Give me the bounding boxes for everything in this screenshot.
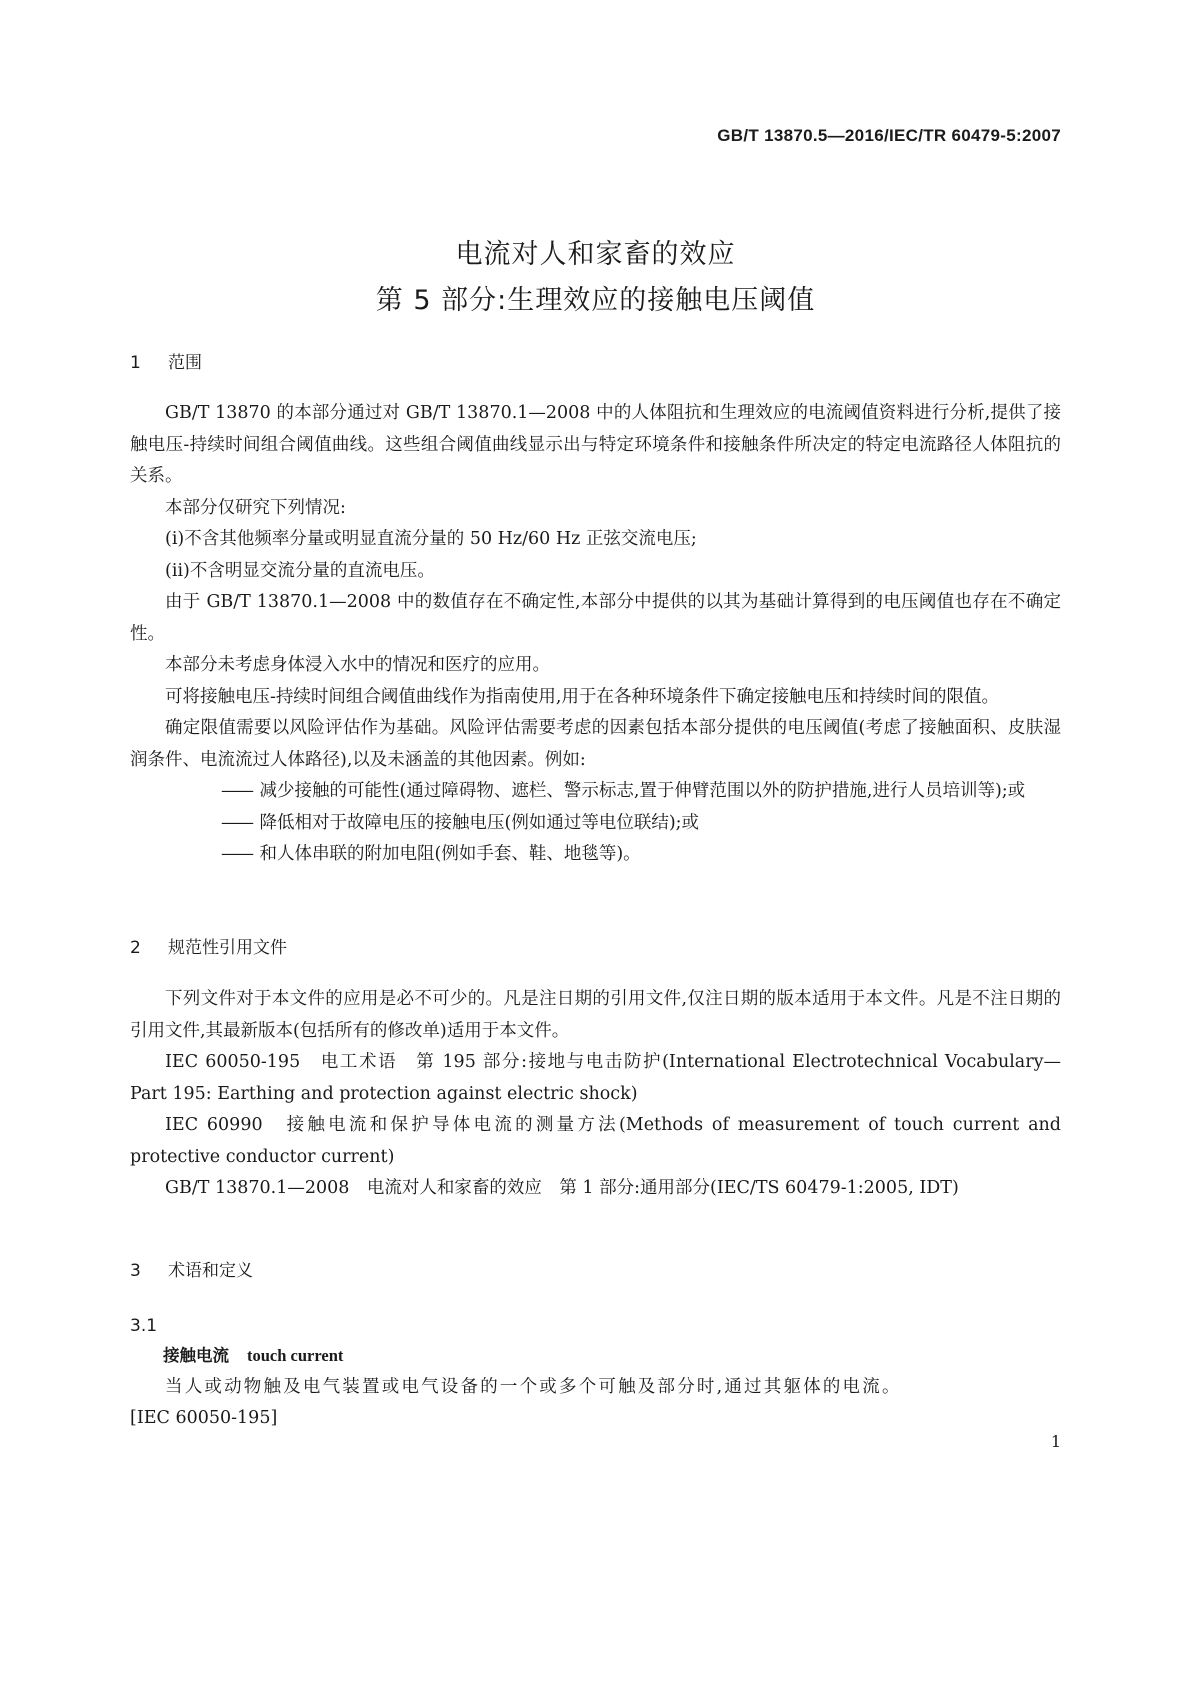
paragraph: 由于 GB/T 13870.1—2008 中的数值存在不确定性,本部分中提供的以其为基础计算得到的电压阈值也存在不确定性。 [130,592,1061,644]
reference-item: IEC 60050-195 电工术语 第 195 部分:接地与电击防护(International Electrotechnical Vocabulary—Part 195: Earthing and protection against electric shock) [130,1052,1061,1104]
section-3-title: 术语和定义 [168,1261,253,1281]
section-1-body [130,398,1061,871]
paragraph: 本部分未考虑身体浸入水中的情况和医疗的应用。 [165,655,550,675]
section-1-number: 1 [130,353,141,373]
paragraph: (ⅱ)不含明显交流分量的直流电压。 [165,560,435,581]
paragraph: 下列文件对于本文件的应用是必不可少的。凡是注日期的引用文件,仅注日期的版本适用于本文件。凡是不注日期的引用文件,其最新版本(包括所有的修改单)适用于本文件。 [130,989,1061,1041]
section-1-title: 范围 [168,353,202,373]
section-1-heading [130,348,202,373]
dash-mark: —— [221,844,252,864]
term-entry [130,1340,1061,1435]
term-name-zh: 接触电流 [163,1346,229,1365]
reference-item: GB/T 13870.1—2008 电流对人和家畜的效应 第 1 部分:通用部分(IEC/TS 60479-1:2005, IDT) [165,1178,959,1198]
list-item-text: 降低相对于故障电压的接触电压(例如通过等电位联结);或 [259,812,700,833]
reference-item: IEC 60990 接触电流和保护导体电流的测量方法(Methods of measurement of touch current and protective conductor current) [130,1115,1061,1167]
paragraph: 确定限值需要以风险评估作为基础。风险评估需要考虑的因素包括本部分提供的电压阈值(考虑了接触面积、皮肤湿润条件、电流流过人体路径),以及未涵盖的其他因素。例如: [130,718,1061,770]
list-item-text: 减少接触的可能性(通过障碍物、遮栏、警示标志,置于伸臂范围以外的防护措施,进行人员培训等);或 [259,781,1026,801]
section-2-title: 规范性引用文件 [168,938,287,958]
dash-mark: —— [221,812,252,833]
term-name [130,1340,1061,1372]
dash-mark: —— [221,781,252,801]
list-item [130,808,1061,840]
term-name-en: touch current [247,1346,344,1365]
term-definition: 当人或动物触及电气装置或电气设备的一个或多个可触及部分时,通过其躯体的电流。 [165,1376,902,1397]
paragraph: 可将接触电压-持续时间组合阈值曲线作为指南使用,用于在各种环境条件下确定接触电压和持续时间的限值。 [165,686,999,707]
paragraph: (ⅰ)不含其他频率分量或明显直流分量的 50 Hz/60 Hz 正弦交流电压; [165,529,697,549]
list-item [130,776,1061,808]
paragraph: GB/T 13870 的本部分通过对 GB/T 13870.1—2008 中的人体阻抗和生理效应的电流阈值资料进行分析,提供了接触电压-持续时间组合阈值曲线。这些组合阈值曲线显示出与特定环境条件和接触条件所决定的特定电流路径人体阻抗的关系。 [130,403,1061,486]
page-number: 1 [1050,1432,1061,1451]
section-2-heading [130,933,287,958]
section-3-number: 3 [130,1261,141,1281]
term-number: 3.1 [130,1316,158,1336]
list-item [130,839,1061,871]
document-title-line2: 第 5 部分:生理效应的接触电压阈值 [375,285,816,316]
standard-code: GB/T 13870.5—2016/IEC/TR 60479-5:2007 [717,126,1061,145]
term-source: [IEC 60050-195] [130,1408,278,1428]
section-2-number: 2 [130,938,141,958]
section-3-heading [130,1256,253,1281]
document-title-line1: 电流对人和家畜的效应 [455,239,736,270]
section-2-body [130,984,1061,1205]
list-item-text: 和人体串联的附加电阻(例如手套、鞋、地毯等)。 [259,844,641,864]
paragraph: 本部分仅研究下列情况: [165,497,346,518]
